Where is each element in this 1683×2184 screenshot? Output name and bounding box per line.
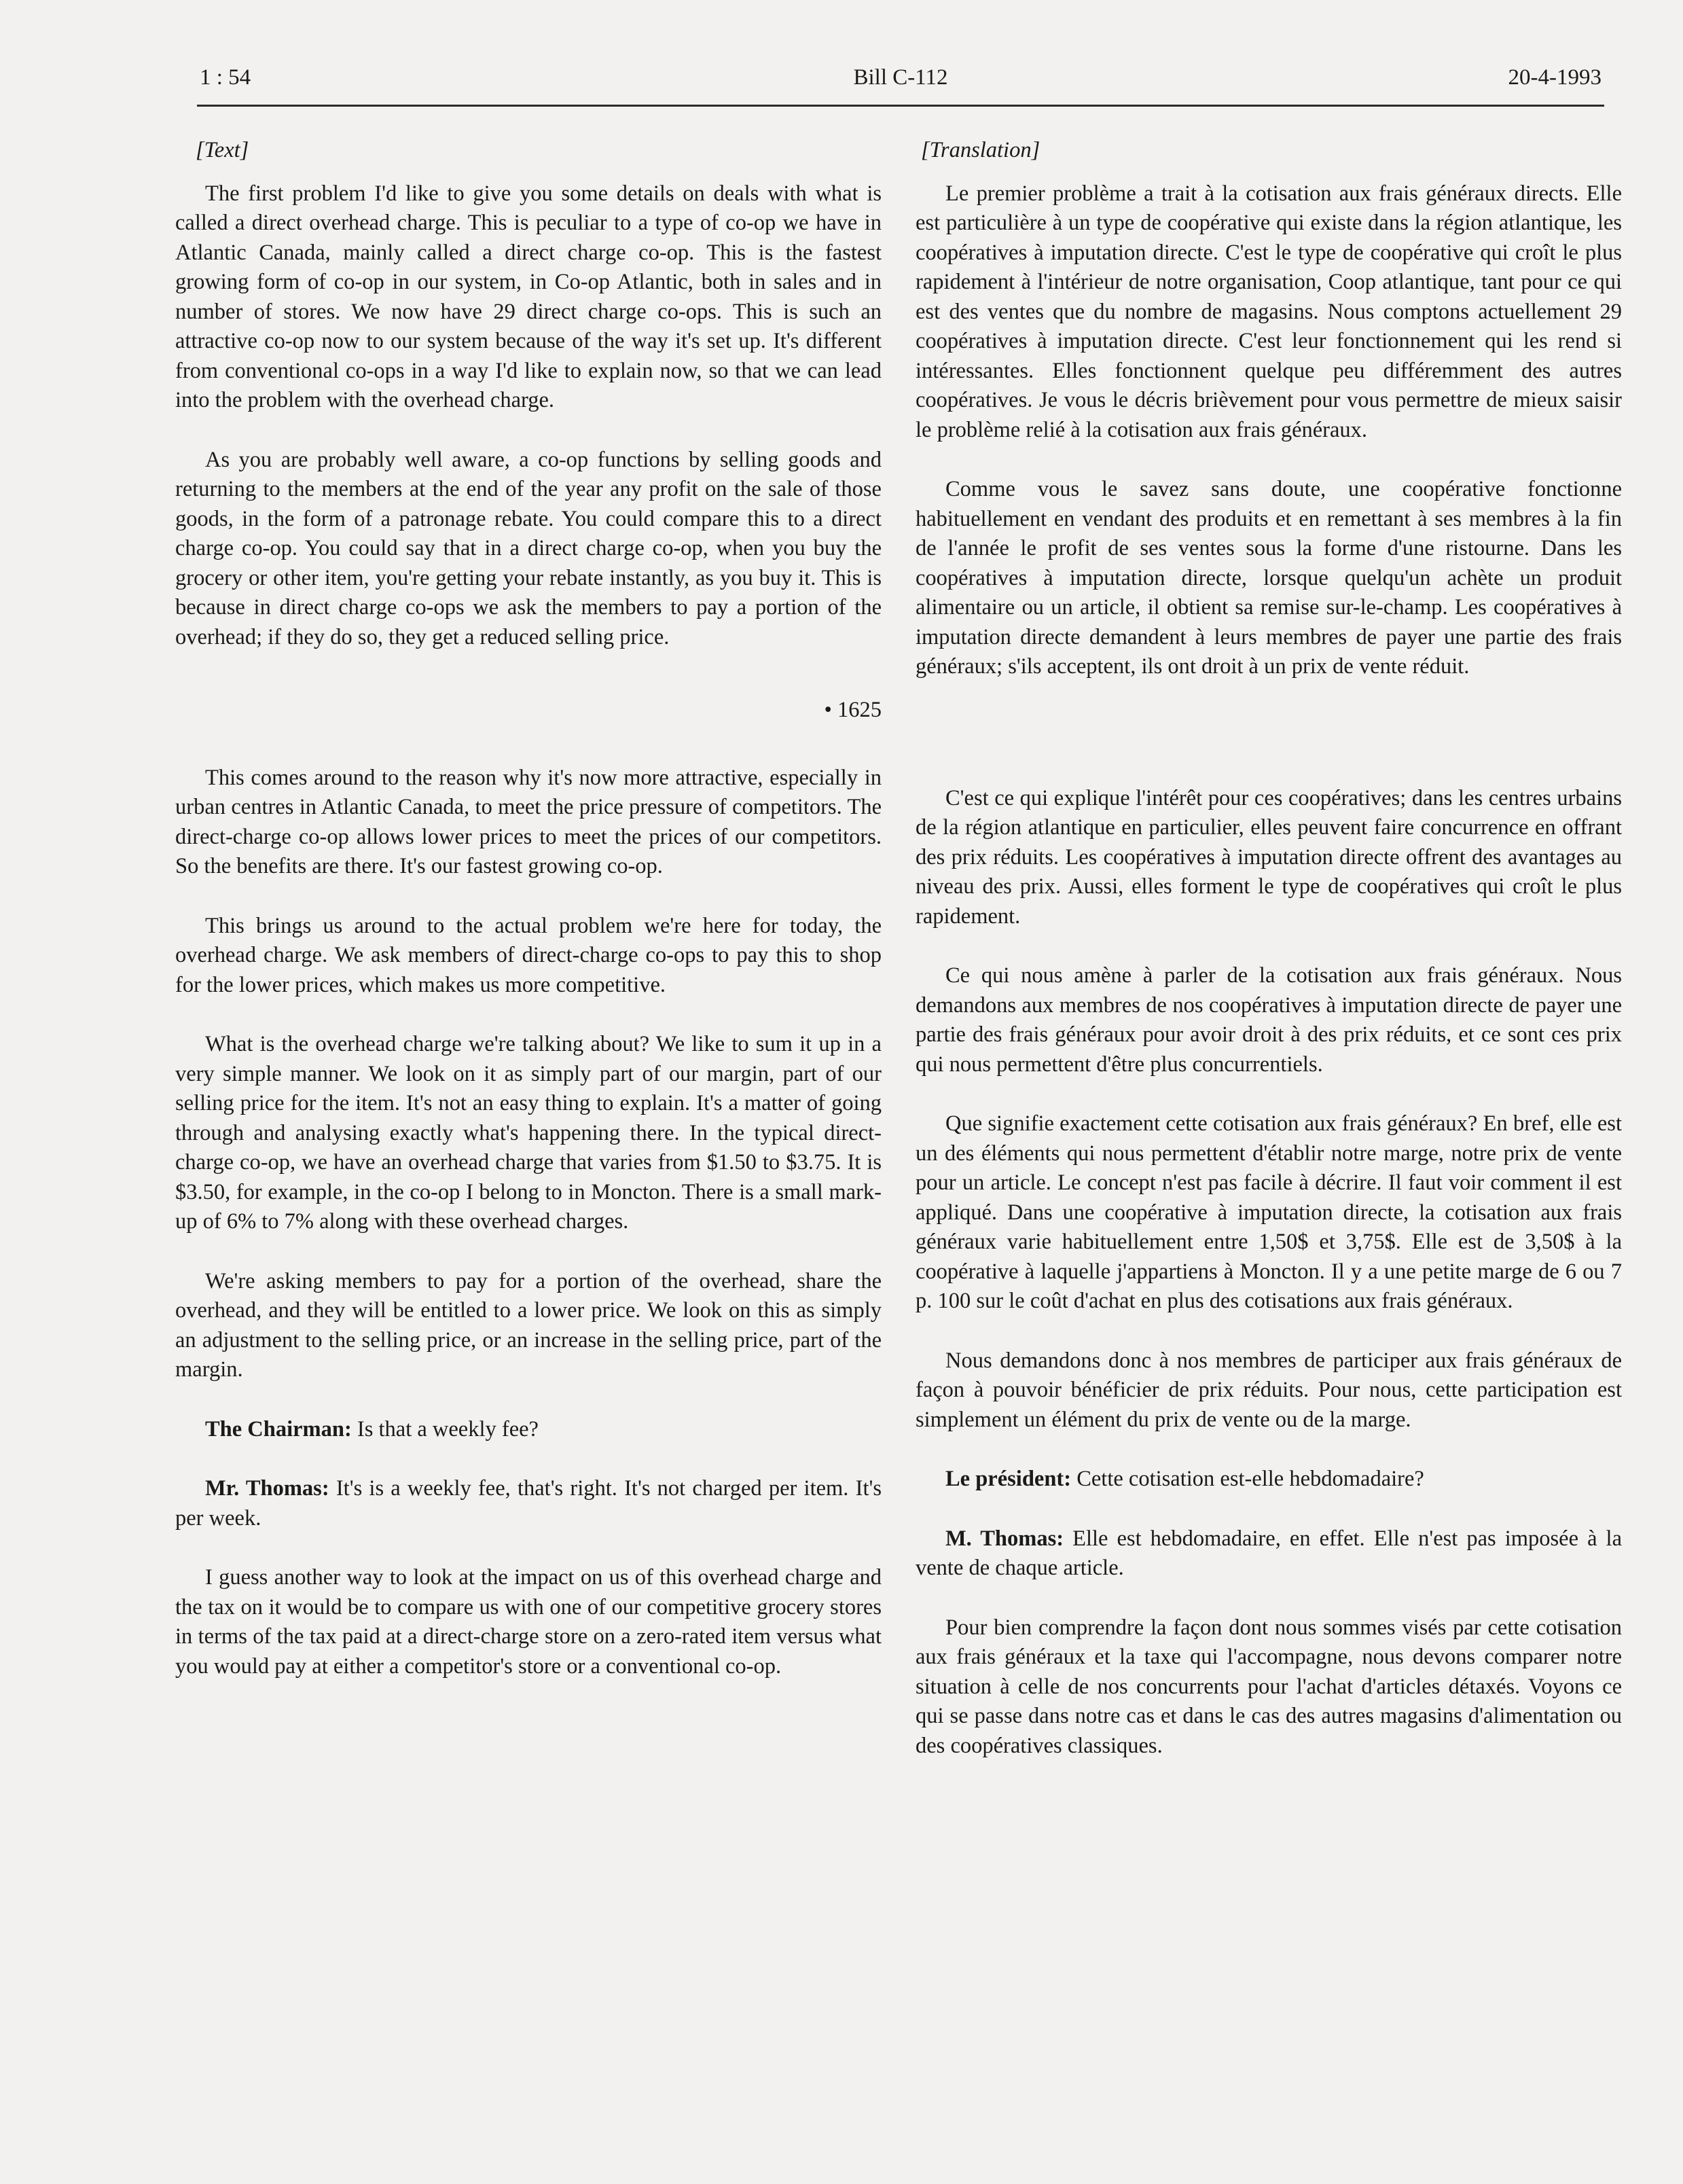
speech-text: It's is a weekly fee, that's right. It's not charged per item. It's per week. — [175, 1476, 882, 1530]
speech-text: Is that a weekly fee? — [351, 1416, 539, 1442]
speech-text: Cette cotisation est-elle hebdomadaire? — [1071, 1467, 1424, 1491]
paragraph: What is the overhead charge we're talking about? We like to sum it up in a very simple manner. We look on it as simply part of our margin, part of our selling price for the item. It's not an easy thing to explain. It's a matter of going through and analysing exactly what's happening there. In the typical direct-charge co-op, we have an overhead charge that varies from $1.50 to $3.75. It is $3.50, for example, in the co-op I belong to in Moncton. There is a small mark-up of 6% to 7% along with these overhead charges. — [175, 1032, 882, 1234]
paragraph: Ce qui nous amène à parler de la cotisation aux frais généraux. Nous demandons aux membres de nos coopératives à imputation directe de payer une partie des frais généraux pour avoir droit à des prix réduits, et ce sont ces prix qui nous permettent d'être plus concurrentiels. — [916, 963, 1622, 1077]
page-number: 1 : 54 — [200, 65, 251, 90]
paragraph: I guess another way to look at the impact on us of this overhead charge and the tax on it would be to compare us with one of our competitive grocery stores in terms of the tax paid at a direct-charge store on a zero-rated item versus what you would pay at either a competitor's store or a conventional co-op. — [175, 1565, 882, 1679]
paragraph: As you are probably well aware, a co-op functions by selling goods and returning to the members at the end of the year any profit on the sale of those goods, in the form of a patronage rebate. You could compare this to a direct charge co-op. You could say that in a direct charge co-op, when you buy the grocery or other item, you're getting your rebate instantly, as you buy it. This is because in direct charge co-ops we ask the members to pay a portion of the overhead; if they do so, they get a reduced selling price. — [175, 447, 882, 649]
translation-label: [Translation] — [921, 138, 1040, 162]
speaker-paragraph — [916, 1524, 1622, 1583]
page-header — [197, 65, 1604, 107]
speaker-name: Le président: — [945, 1467, 1072, 1491]
text-label: [Text] — [196, 138, 249, 162]
speaker-name: The Chairman: — [205, 1416, 352, 1442]
time-marker: • 1625 — [824, 698, 882, 722]
paragraph: This comes around to the reason why it's now more attractive, especially in urban centres in Atlantic Canada, to meet the price pressure of competitors. The direct-charge co-op allows lower prices to meet the prices of our competitors. So the benefits are there. It's our fastest growing co-op. — [175, 765, 882, 878]
paragraph: This brings us around to the actual problem we're here for today, the overhead charge. We ask members of direct-charge co-ops to pay this to shop for the lower prices, which makes us more competitive. — [175, 913, 882, 997]
speech-text: Elle est hebdomadaire, en effet. Elle n'est pas imposée à la vente de chaque article. — [916, 1526, 1623, 1580]
paragraph: The first problem I'd like to give you some details on deals with what is called a direct overhead charge. This is peculiar to a type of co-op we have in Atlantic Canada, mainly called a direct charge co-op. This is the fastest growing form of co-op in our system, in Co-op Atlantic, both in sales and in number of stores. We now have 29 direct charge co-ops. This is such an attractive co-op now to our system because of the way it's set up. It's different from conventional co-ops in a way I'd like to explain now, so that we can lead into the problem with the overhead charge. — [175, 181, 882, 412]
speaker-paragraph — [916, 1465, 1622, 1494]
paragraph: Comme vous le savez sans doute, une coopérative fonctionne habituellement en vendant des produits et en remettant à ses membres à la fin de l'année le profit de ses ventes sous la forme d'une ristourne. Dans les coopératives à imputation directe, lorsque quelqu'un achète un produit alimentaire ou un article, il obtient sa remise sur-le-champ. Les coopératives à imputation directe demandent à leurs membres de payer une partie des frais généraux; s'ils acceptent, ils ont droit à un prix de vente réduit. — [916, 477, 1622, 679]
paragraph: C'est ce qui explique l'intérêt pour ces coopératives; dans les centres urbains de la région atlantique en particulier, elles peuvent faire concurrence en offrant des prix réduits. Les coopératives à imputation directe offrent des avantages au niveau des prix. Aussi, elles forment le type de coopératives qui croît le plus rapidement. — [916, 785, 1622, 929]
paragraph: Le premier problème a trait à la cotisation aux frais généraux directs. Elle est particulière à un type de coopérative qui existe dans la région atlantique, les coopératives à imputation directe. C'est le type de coopérative qui croît le plus rapidement à l'intérieur de notre organisation, Coop atlantique, tant pour ce qui est des ventes que du nombre de magasins. Nous comptons actuellement 29 coopératives à imputation directe. C'est leur fonctionnement qui les rend si intéressantes. Elles fonctionnent quelque peu différemment des autres coopératives. Je vous le décris brièvement pour vous permettre de mieux saisir le problème relié à la cotisation aux frais généraux. — [916, 181, 1622, 442]
paragraph: Que signifie exactement cette cotisation aux frais généraux? En bref, elle est un des éléments qui nous permettent d'établir notre marge, notre prix de vente pour un article. Le concept n'est pas facile à décrire. Il faut voir comment il est appliqué. Dans une coopérative à imputation directe, la cotisation aux frais généraux varie habituellement entre 1,50$ et 3,75$. Elle est de 3,50$ à la coopérative à laquelle j'appartiens à Moncton. Il y a une petite marge de 6 ou 7 p. 100 sur le coût d'achat en plus des cotisations aux frais généraux. — [916, 1111, 1622, 1313]
french-column — [916, 136, 1622, 1791]
english-column — [175, 136, 882, 1711]
speaker-paragraph — [175, 1474, 882, 1533]
speaker-paragraph — [175, 1415, 882, 1445]
paragraph: Pour bien comprendre la façon dont nous sommes visés par cette cotisation aux frais généraux et la taxe qui l'accompagne, nous devons comparer notre situation à celle de nos concurrents pour l'achat d'articles détaxés. Voyons ce qui se passe dans notre cas et dans le cas des autres magasins d'alimentation ou des coopératives classiques. — [916, 1615, 1622, 1758]
paragraph: Nous demandons donc à nos membres de participer aux frais généraux de façon à pouvoir bénéficier de prix réduits. Pour nous, cette participation est simplement un élément du prix de vente ou de la marge. — [916, 1348, 1622, 1432]
speaker-name: Mr. Thomas: — [205, 1476, 329, 1501]
paragraph: We're asking members to pay for a portion of the overhead, share the overhead, and they will be entitled to a lower price. We look on this as simply an adjustment to the selling price, or an increase in the selling price, part of the margin. — [175, 1268, 882, 1382]
bill-title: Bill C-112 — [853, 65, 948, 90]
speaker-name: M. Thomas: — [945, 1526, 1064, 1551]
page-date: 20-4-1993 — [1508, 65, 1601, 90]
